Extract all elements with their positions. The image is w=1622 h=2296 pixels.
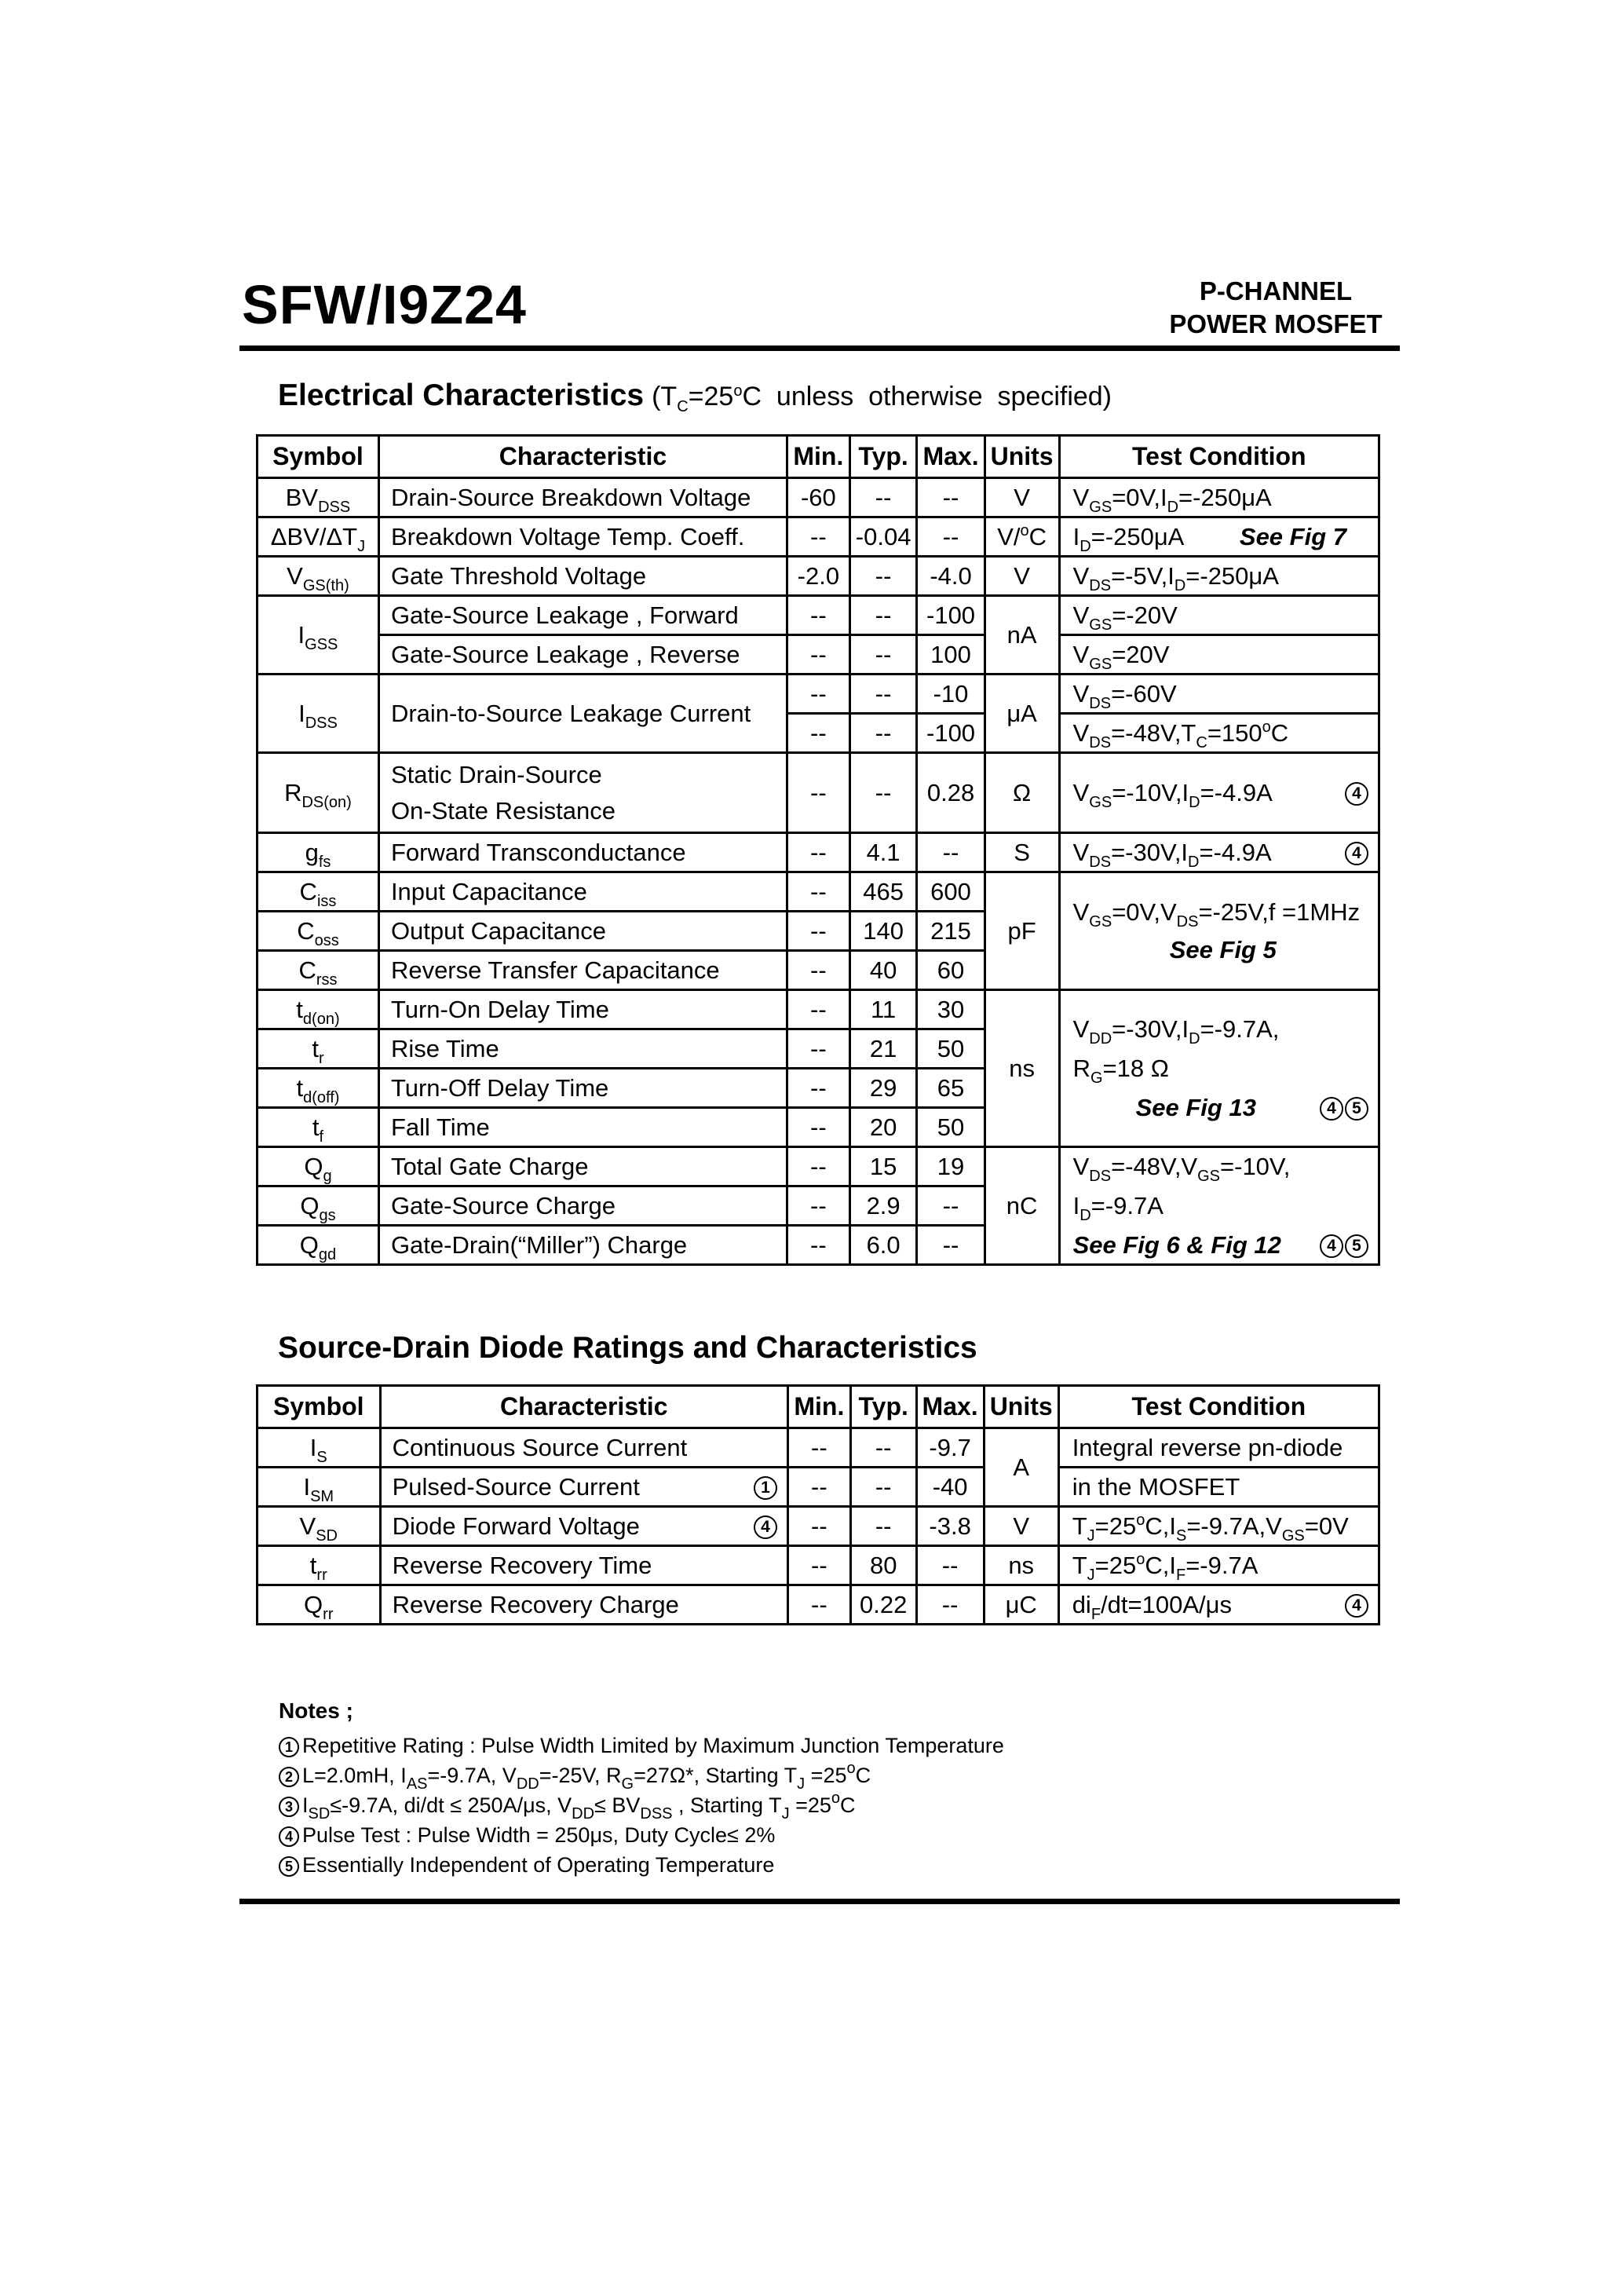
min-cell: -- <box>787 1226 849 1265</box>
note-4-marker: 4 <box>1320 1234 1343 1258</box>
typ-cell: 40 <box>849 951 917 990</box>
max-cell: -100 <box>917 596 985 635</box>
col-characteristic: Characteristic <box>380 1386 787 1428</box>
typ-cell: 29 <box>849 1069 917 1108</box>
col-typ: Typ. <box>849 436 917 478</box>
device-type-line2: POWER MOSFET <box>1169 309 1383 338</box>
min-cell: -- <box>787 1186 849 1226</box>
test-condition-cell: in the MOSFET <box>1058 1468 1379 1507</box>
note-text: L=2.0mH, $I_{AS}=-9.7A$, $V_{DD}=-25V$, $R_G=27\Omega*$, Starting $T_J =25^oC$ <box>302 1760 871 1793</box>
part-number-title: SFW/I9Z24 <box>242 274 527 335</box>
characteristic-cell: Continuous Source Current <box>380 1428 787 1468</box>
test-condition-cell <box>1059 990 1379 1147</box>
typ-cell: -- <box>849 675 917 714</box>
device-type <box>1146 275 1405 341</box>
unit-cell: A <box>984 1428 1058 1507</box>
electrical-section-title <box>278 378 1112 413</box>
characteristic-cell: Rise Time <box>378 1029 787 1069</box>
typ-cell: 2.9 <box>849 1186 917 1226</box>
unit-cell: μA <box>985 675 1059 753</box>
col-test-condition: Test Condition <box>1059 436 1379 478</box>
notes-title: Notes ; <box>279 1698 353 1723</box>
note-ref <box>1343 839 1368 867</box>
unit-cell: Ω <box>985 753 1059 833</box>
diode-section-title: Source-Drain Diode Ratings and Characteristics <box>278 1331 977 1365</box>
characteristic-cell: Drain-to-Source Leakage Current <box>378 675 787 753</box>
min-cell: -- <box>787 1585 850 1625</box>
characteristic-cell <box>378 753 787 833</box>
unit-cell: nA <box>985 596 1059 675</box>
typ-cell: 20 <box>849 1108 917 1147</box>
max-cell: -- <box>917 517 985 557</box>
max-cell: 215 <box>917 912 985 951</box>
characteristic-cell: Gate-Source Leakage , Reverse <box>378 635 787 675</box>
characteristic-cell: Total Gate Charge <box>378 1147 787 1186</box>
typ-cell: 21 <box>849 1029 917 1069</box>
test-condition-cell: $T_J=25^oC,I_F=-9.7A$ <box>1058 1546 1379 1585</box>
max-cell: -- <box>917 1186 985 1226</box>
table-row <box>258 557 1379 596</box>
characteristic-cell: Drain-Source Breakdown Voltage <box>378 478 787 517</box>
col-typ: Typ. <box>850 1386 916 1428</box>
test-condition-cell: $V_{DS}=-30V,I_D=-4.9A$ 4 <box>1059 833 1379 872</box>
typ-cell: -- <box>850 1428 916 1468</box>
max-cell: 65 <box>917 1069 985 1108</box>
max-cell: -- <box>916 1546 984 1585</box>
min-cell: -- <box>787 635 849 675</box>
table-header-row <box>258 1386 1379 1428</box>
fig-reference: See Fig 13 <box>1135 1093 1256 1121</box>
table-row <box>258 1428 1379 1468</box>
characteristic-cell: Turn-Off Delay Time <box>378 1069 787 1108</box>
unit-cell: V <box>985 478 1059 517</box>
table-row <box>258 635 1379 675</box>
test-condition-cell: $V_{GS}=0V,I_D=-250\mu A$ <box>1059 478 1379 517</box>
note-1-marker: 1 <box>754 1476 777 1500</box>
min-cell: -2.0 <box>787 557 849 596</box>
typ-cell: -- <box>849 753 917 833</box>
max-cell: -10 <box>917 675 985 714</box>
min-cell: -- <box>787 1147 849 1186</box>
symbol-cell: $Q_g$ <box>258 1147 379 1186</box>
characteristic-cell: Input Capacitance <box>378 872 787 912</box>
max-cell: -40 <box>916 1468 984 1507</box>
max-cell: 600 <box>917 872 985 912</box>
typ-cell: 140 <box>849 912 917 951</box>
note-item <box>279 1820 1004 1850</box>
min-cell: -- <box>787 675 849 714</box>
max-cell: -100 <box>917 714 985 753</box>
test-condition-cell <box>1059 1147 1379 1265</box>
unit-cell: nC <box>985 1147 1059 1265</box>
electrical-condition: ($T_C=25^oC$ unless otherwise specified) <box>652 382 1112 415</box>
table-row <box>258 517 1379 557</box>
table-row <box>258 872 1379 912</box>
max-cell: 50 <box>917 1108 985 1147</box>
max-cell: -- <box>917 833 985 872</box>
typ-cell: -0.04 <box>849 517 917 557</box>
max-cell: -- <box>917 478 985 517</box>
characteristic-cell: Output Capacitance <box>378 912 787 951</box>
symbol-cell: $Q_{gs}$ <box>258 1186 379 1226</box>
table-row <box>258 753 1379 833</box>
characteristic-text: Diode Forward Voltage <box>392 1512 640 1540</box>
min-cell: -- <box>787 1468 850 1507</box>
symbol-cell: $I_{GSS}$ <box>258 596 379 675</box>
typ-cell: -- <box>849 714 917 753</box>
test-condition-line3 <box>1073 1231 1373 1260</box>
col-min: Min. <box>787 1386 850 1428</box>
unit-cell: V <box>985 557 1059 596</box>
test-condition-cell: $V_{DS}=-48V,T_C=150^oC$ <box>1059 714 1379 753</box>
unit-cell: V <box>984 1507 1058 1546</box>
table-row <box>258 1468 1379 1507</box>
note-item <box>279 1731 1004 1760</box>
max-cell: -- <box>917 1226 985 1265</box>
max-cell: -3.8 <box>916 1507 984 1546</box>
unit-cell: ns <box>984 1546 1058 1585</box>
min-cell: -- <box>787 714 849 753</box>
symbol-cell: $t_{rr}$ <box>258 1546 381 1585</box>
test-condition-cell: $V_{GS}=0V,V_{DS}=-25V,f =1MHz$ See Fig 5 <box>1059 872 1379 990</box>
fig-reference: See Fig 7 <box>1239 522 1346 550</box>
diode-ratings-table <box>256 1384 1380 1625</box>
test-condition-line2: $R_G=18$ Ω <box>1072 1054 1169 1087</box>
max-cell: -4.0 <box>917 557 985 596</box>
fig-reference: See Fig 5 <box>1169 935 1277 963</box>
note-number: 3 <box>279 1797 299 1817</box>
test-condition-line1: $V_{DS}=-48V,V_{GS}=-10V$, <box>1072 1152 1291 1185</box>
characteristic-cell: Gate-Source Leakage , Forward <box>378 596 787 635</box>
table-row <box>258 1147 1379 1186</box>
table-row <box>258 478 1379 517</box>
symbol-cell: $Q_{rr}$ <box>258 1585 381 1625</box>
typ-cell: -- <box>850 1507 916 1546</box>
note-5-marker: 5 <box>1345 1234 1368 1258</box>
note-4-marker: 4 <box>1345 1594 1368 1618</box>
note-4-marker: 4 <box>1320 1097 1343 1121</box>
max-cell: 100 <box>917 635 985 675</box>
note-number: 5 <box>279 1856 299 1877</box>
min-cell: -- <box>787 1108 849 1147</box>
test-condition-line3 <box>1073 1094 1373 1122</box>
characteristic-cell: Fall Time <box>378 1108 787 1147</box>
typ-cell: -- <box>849 635 917 675</box>
col-symbol: Symbol <box>258 1386 381 1428</box>
typ-cell: 11 <box>849 990 917 1029</box>
characteristic-cell: Gate-Source Charge <box>378 1186 787 1226</box>
symbol-cell: $V_{GS(th)}$ <box>258 557 379 596</box>
col-characteristic: Characteristic <box>378 436 787 478</box>
characteristic-cell: Gate-Drain(“Miller”) Charge <box>378 1226 787 1265</box>
typ-cell: 15 <box>849 1147 917 1186</box>
typ-cell: -- <box>849 478 917 517</box>
characteristic-cell: Forward Transconductance <box>378 833 787 872</box>
characteristic-line2: On-State Resistance <box>390 796 616 824</box>
table-row <box>258 596 1379 635</box>
typ-cell: 80 <box>850 1546 916 1585</box>
note-text: Pulse Test : Pulse Width = 250μs, Duty Cycle≤ 2% <box>302 1823 776 1847</box>
test-condition-cell: $T_J=25^oC,I_S=-9.7A,V_{GS}=0V$ <box>1058 1507 1379 1546</box>
symbol-cell: $Q_{gd}$ <box>258 1226 379 1265</box>
characteristic-text: Pulsed-Source Current <box>392 1472 640 1501</box>
symbol-cell: $t_{d(on)}$ <box>258 990 379 1029</box>
min-cell: -- <box>787 1546 850 1585</box>
table-row <box>258 1546 1379 1585</box>
col-max: Max. <box>916 1386 984 1428</box>
symbol-cell: $C_{rss}$ <box>258 951 379 990</box>
typ-cell: 4.1 <box>849 833 917 872</box>
test-condition-cell: $V_{DS}=-5V,I_D=-250\mu A$ <box>1059 557 1379 596</box>
max-cell: 0.28 <box>917 753 985 833</box>
note-5-marker: 5 <box>1345 1097 1368 1121</box>
characteristic-line1: Static Drain-Source <box>390 760 602 788</box>
min-cell: -- <box>787 833 849 872</box>
max-cell: 30 <box>917 990 985 1029</box>
symbol-cell: $I_{SM}$ <box>258 1468 381 1507</box>
symbol-cell: $t_{d(off)}$ <box>258 1069 379 1108</box>
symbol-cell: $g_{fs}$ <box>258 833 379 872</box>
table-row <box>258 1507 1379 1546</box>
min-cell: -- <box>787 596 849 635</box>
col-units: Units <box>984 1386 1058 1428</box>
unit-cell: μC <box>984 1585 1058 1625</box>
min-cell: -- <box>787 1029 849 1069</box>
max-cell: -- <box>916 1585 984 1625</box>
symbol-cell: $I_S$ <box>258 1428 381 1468</box>
col-units: Units <box>985 436 1059 478</box>
unit-cell: S <box>985 833 1059 872</box>
unit-cell: pF <box>985 872 1059 990</box>
note-number: 4 <box>279 1826 299 1847</box>
symbol-cell: $R_{DS(on)}$ <box>258 753 379 833</box>
col-test-condition: Test Condition <box>1058 1386 1379 1428</box>
symbol-cell: $t_r$ <box>258 1029 379 1069</box>
note-ref <box>1343 779 1368 807</box>
min-cell: -- <box>787 990 849 1029</box>
min-cell: -- <box>787 1428 850 1468</box>
typ-cell: -- <box>849 596 917 635</box>
test-condition-line2: $I_D=-9.7A$ <box>1072 1191 1164 1224</box>
note-4-marker: 4 <box>754 1515 777 1539</box>
electrical-characteristics-table <box>256 434 1380 1266</box>
note-item <box>279 1790 1004 1823</box>
note-refs <box>1318 1231 1368 1260</box>
fig-reference: See Fig 6 & Fig 12 <box>1072 1230 1281 1259</box>
header-rule <box>239 345 1400 351</box>
test-condition-line1: $V_{DD}=-30V,I_D=-9.7A$, <box>1072 1015 1280 1047</box>
test-condition-cell: $di_F/dt=100A/\mu s$ 4 <box>1058 1585 1379 1625</box>
col-max: Max. <box>917 436 985 478</box>
min-cell: -- <box>787 753 849 833</box>
test-condition-cell: $V_{GS}=-10V,I_D=-4.9A$ 4 <box>1059 753 1379 833</box>
col-symbol: Symbol <box>258 436 379 478</box>
note-text: Repetitive Rating : Pulse Width Limited by Maximum Junction Temperature <box>302 1734 1004 1757</box>
note-item <box>279 1760 1004 1793</box>
symbol-cell: $BV_{DSS}$ <box>258 478 379 517</box>
max-cell: 19 <box>917 1147 985 1186</box>
note-text: Essentially Independent of Operating Temperature <box>302 1853 775 1877</box>
characteristic-cell: Reverse Transfer Capacitance <box>378 951 787 990</box>
symbol-cell: $V_{SD}$ <box>258 1507 381 1546</box>
min-cell: -- <box>787 951 849 990</box>
symbol-cell: $C_{iss}$ <box>258 872 379 912</box>
characteristic-cell <box>380 1507 787 1546</box>
test-condition-cell: $V_{GS}=-20V$ <box>1059 596 1379 635</box>
min-cell: -60 <box>787 478 849 517</box>
test-condition-cell: Integral reverse pn-diode <box>1058 1428 1379 1468</box>
table-row <box>258 675 1379 714</box>
test-condition-cell: $I_D=-250\mu A$ See Fig 7 <box>1059 517 1379 557</box>
footer-rule <box>239 1899 1400 1904</box>
typ-cell: 0.22 <box>850 1585 916 1625</box>
max-cell: -9.7 <box>916 1428 984 1468</box>
device-type-line1: P-CHANNEL <box>1199 276 1353 305</box>
test-condition-cell: $V_{DS}=-60V$ <box>1059 675 1379 714</box>
note-4-marker: 4 <box>1345 842 1368 865</box>
typ-cell: 6.0 <box>849 1226 917 1265</box>
note-4-marker: 4 <box>1345 782 1368 806</box>
note-text: $I_{SD}\le-9.7A$, di/dt ≤ 250A/μs, $V_{DD}\le BV_{DSS}$ , Starting $T_J =25^oC$ <box>302 1790 856 1823</box>
table-row <box>258 990 1379 1029</box>
symbol-cell: $I_{DSS}$ <box>258 675 379 753</box>
note-item <box>279 1850 1004 1880</box>
note-refs <box>1318 1094 1368 1122</box>
min-cell: -- <box>787 1507 850 1546</box>
table-row <box>258 1585 1379 1625</box>
characteristic-cell: Reverse Recovery Charge <box>380 1585 787 1625</box>
notes-section <box>279 1696 1004 1880</box>
symbol-cell: ΔBV/$\Delta T_J$ <box>258 517 379 557</box>
characteristic-cell: Reverse Recovery Time <box>380 1546 787 1585</box>
max-cell: 60 <box>917 951 985 990</box>
unit-cell: ns <box>985 990 1059 1147</box>
electrical-title: Electrical Characteristics <box>278 378 645 412</box>
min-cell: -- <box>787 912 849 951</box>
col-min: Min. <box>787 436 849 478</box>
note-number: 1 <box>279 1737 299 1757</box>
characteristic-cell: Gate Threshold Voltage <box>378 557 787 596</box>
table-row <box>258 833 1379 872</box>
symbol-cell: $C_{oss}$ <box>258 912 379 951</box>
symbol-cell: $t_f$ <box>258 1108 379 1147</box>
min-cell: -- <box>787 517 849 557</box>
min-cell: -- <box>787 872 849 912</box>
typ-cell: -- <box>849 557 917 596</box>
characteristic-cell <box>380 1468 787 1507</box>
typ-cell: -- <box>850 1468 916 1507</box>
table-header-row <box>258 436 1379 478</box>
characteristic-cell: Breakdown Voltage Temp. Coeff. <box>378 517 787 557</box>
characteristic-cell: Turn-On Delay Time <box>378 990 787 1029</box>
max-cell: 50 <box>917 1029 985 1069</box>
typ-cell: 465 <box>849 872 917 912</box>
test-condition-cell: $V_{GS}=20V$ <box>1059 635 1379 675</box>
min-cell: -- <box>787 1069 849 1108</box>
note-number: 2 <box>279 1767 299 1787</box>
unit-cell: V/$^o$C <box>985 517 1059 557</box>
